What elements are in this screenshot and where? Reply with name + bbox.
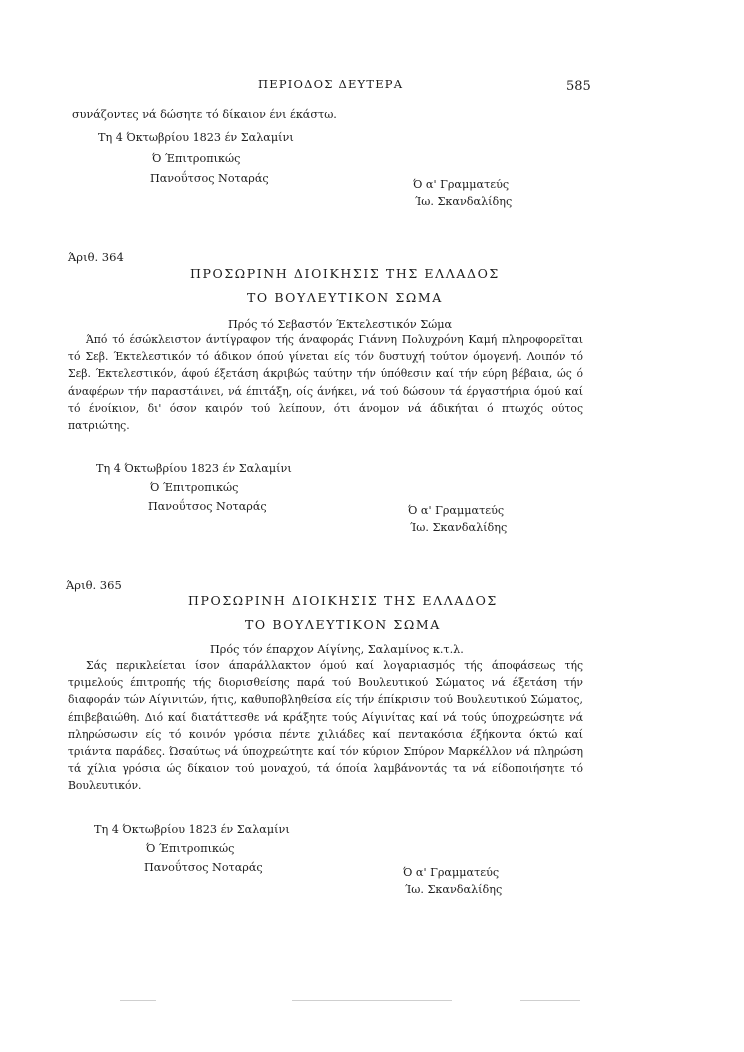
date-line: Τη 4 Όκτωβρίου 1823 έν Σαλαμίνι — [96, 462, 292, 475]
committee-line: Ό Έπιτροπικώς — [150, 481, 239, 494]
date-line: Τη 4 Όκτωβρίου 1823 έν Σαλαμίνι — [94, 823, 290, 836]
secretary-title: Ό α' Γραμματεύς — [403, 866, 500, 879]
document-number: Άριθ. 364 — [68, 250, 124, 264]
secretary-name: Ίω. Σκανδαλίδης — [405, 883, 503, 896]
addressee-line: Πρός τό Σεβαστόν Έκτελεστικόν Σώμα — [228, 318, 453, 331]
page-number: 585 — [566, 79, 591, 94]
secretary-name: Ίω. Σκανδαλίδης — [415, 195, 513, 208]
document-subheading: ΤΟ ΒΟΥΛΕΥΤΙΚΟΝ ΣΩΜΑ — [247, 290, 443, 305]
signer-left: Πανοΰτσος Νοταράς — [144, 861, 263, 874]
document-body — [68, 657, 583, 795]
scan-artifact — [292, 1000, 452, 1001]
document-heading: ΠΡΟΣΩΡΙΝΗ ΔΙΟΙΚΗΣΙΣ ΤΗΣ ΕΛΛΑΔΟΣ — [188, 593, 498, 608]
document-number: Άριθ. 365 — [66, 578, 122, 592]
addressee-line: Πρός τόν έπαρχον Αίγίνης, Σαλαμίνος κ.τ.λ. — [210, 643, 464, 656]
scan-artifact — [520, 1000, 580, 1001]
signer-left: Πανοΰτσος Νοταράς — [150, 172, 269, 185]
date-line: Τη 4 Όκτωβρίου 1823 έν Σαλαμίνι — [98, 131, 294, 144]
signer-left: Πανοΰτσος Νοταράς — [148, 500, 267, 513]
body-paragraph: Σάς περικλείεται ίσον άπαράλλακτον όμού καί λογαριασμός τής άποφάσεως τής τριμελούς έπιτροπής τής διορισθείσης παρά τού Βουλευτικού Σώματος νά έξετάση τήν διαφοράν τών Αίγινιτών, ήτις, καθυποβληθείσα είς τήν έπίκρισιν τού Βουλευτικού Σώματος, έπιβεβαιώθη. Διό καί διατάττεσθε νά κράξητε τούς Αίγινίτας καί νά τούς ύποχρεώσητε νά πληρώσωσιν είς τό κοινόν γρόσια πέντε χιλιάδες καί πεντακόσια έξήκοντα όκτώ καί τριάντα παράδες. Ώσαύτως νά ύποχρεώτητε καί τόν κύριον Σπύρον Μαρκέλλον νά πληρώση τά χίλια γρόσια ώς δίκαιον τού μοναχού, τά όποία λαμβάνοντάς τα νά είδοποιήσητε τό Βουλευτικόν. — [68, 659, 583, 793]
secretary-name: Ίω. Σκανδαλίδης — [410, 521, 508, 534]
secretary-title: Ό α' Γραμματεύς — [408, 504, 505, 517]
body-paragraph: Άπό τό έσώκλειστον άντίγραφον τής άναφοράς Γιάννη Πολυχρόνη Καμή πληροφορεϊται τό Σεβ. Έκτελεστικόν τό άδικον όπού γίνεται είς τόν δυστυχή τούτον όμογενή. Λοιπόν τό Σεβ. Έκτελεστικόν, άφού έξετάση άκριβώς ταύτην τήν ύπόθεσιν καί τήν εύρη βέβαια, ώς ό άναφέρων τήν παραστάινει, νά έπιτάξη, οίς άνήκει, νά τού δώσουν τά έργαστήρια όμού καί τό ένοίκιον, δι' όσον καιρόν τού λείπουν, ότι άνομον νά άδικήται ό πτωχός ούτος πατριώτης. — [68, 333, 583, 433]
committee-line: Ό Έπιτροπικώς — [152, 152, 241, 165]
committee-line: Ό Έπιτροπικώς — [146, 842, 235, 855]
scan-artifact — [120, 1000, 156, 1001]
document-body — [68, 331, 583, 434]
document-subheading: ΤΟ ΒΟΥΛΕΥΤΙΚΟΝ ΣΩΜΑ — [245, 617, 441, 632]
continuation-line: συνάζοντες νά δώσητε τό δίκαιον ένι έκάστω. — [72, 108, 337, 121]
running-title: ΠΕΡΙΟΔΟΣ ΔΕΥΤΕΡΑ — [258, 77, 404, 91]
document-heading: ΠΡΟΣΩΡΙΝΗ ΔΙΟΙΚΗΣΙΣ ΤΗΣ ΕΛΛΑΔΟΣ — [190, 266, 500, 281]
secretary-title: Ό α' Γραμματεύς — [413, 178, 510, 191]
